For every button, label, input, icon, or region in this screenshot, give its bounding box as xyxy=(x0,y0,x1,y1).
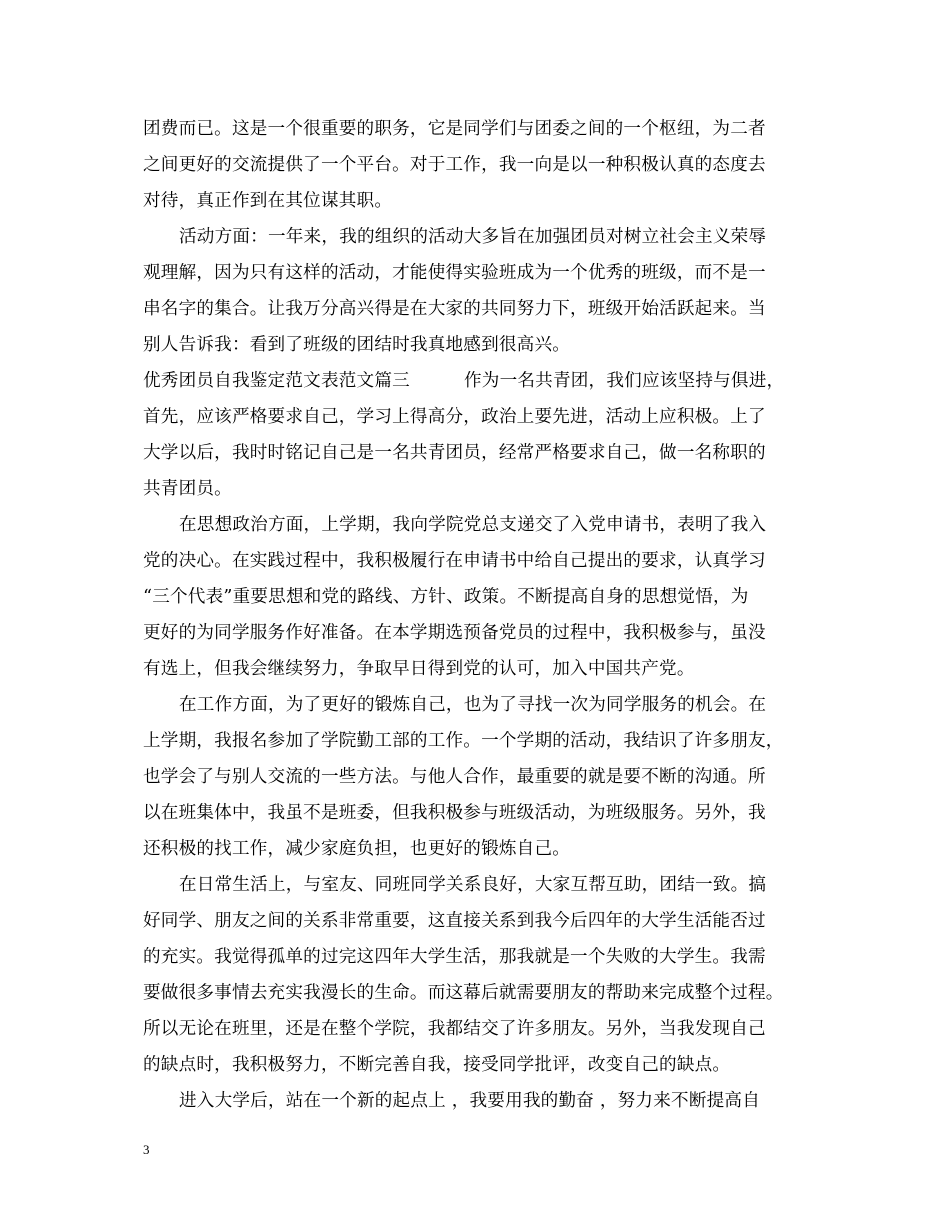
text-line: 也学会了与别人交流的一些方法。与他人合作，最重要的就是要不断的沟通。所 xyxy=(143,767,766,787)
paragraph-start-line: 在思想政治方面，上学期，我向学院党总支递交了入党申请书，表明了我入 xyxy=(179,515,767,535)
text-line: 上学期，我报名参加了学院勤工部的工作。一个学期的活动，我结识了许多朋友， xyxy=(143,731,784,751)
text-line: 别人告诉我：看到了班级的团结时我真地感到很高兴。 xyxy=(143,335,571,355)
section-heading: 优秀团员自我鉴定范文表范文篇三 xyxy=(143,371,410,391)
text-line: 团费而已。这是一个很重要的职务，它是同学们与团委之间的一个枢纽，为二者 xyxy=(143,119,766,139)
text-line: 观理解，因为只有这样的活动，才能使得实验班成为一个优秀的班级，而不是一 xyxy=(143,263,766,283)
paragraph-start-line: 活动方面：一年来，我的组织的活动大多旨在加强团员对树立社会主义荣辱 xyxy=(179,227,767,247)
paragraph-start-line: 进入大学后，站在一个新的起点上 ，我要用我的勤奋 ，努力来不断提高自 xyxy=(179,1091,760,1111)
text-line: 的充实。我觉得孤单的过完这四年大学生活，那我就是一个失败的大学生。我需 xyxy=(143,947,766,967)
text-line: “三个代表”重要思想和党的路线、方针、政策。不断提高自身的思想觉悟，为 xyxy=(143,587,749,607)
text-line: 大学以后，我时时铭记自己是一名共青团员，经常严格要求自己，做一名称职的 xyxy=(143,443,766,463)
section-heading-continuation: 作为一名共青团，我们应该坚持与俱进， xyxy=(464,371,785,391)
text-line: 首先，应该严格要求自己，学习上得高分，政治上要先进，活动上应积极。上了 xyxy=(143,407,766,427)
text-line: 有选上，但我会继续努力，争取早日得到党的认可，加入中国共产党。 xyxy=(143,659,695,679)
paragraph-start-line: 在工作方面，为了更好的锻炼自己，也为了寻找一次为同学服务的机会。在 xyxy=(179,695,767,715)
text-line: 之间更好的交流提供了一个平台。对于工作，我一向是以一种积极认真的态度去 xyxy=(143,155,766,175)
text-line: 要做很多事情去充实我漫长的生命。而这幕后就需要朋友的帮助来完成整个过程。 xyxy=(143,983,784,1003)
text-line: 党的决心。在实践过程中，我积极履行在申请书中给自己提出的要求，认真学习 xyxy=(143,551,766,571)
page-number: 3 xyxy=(143,1142,150,1157)
text-line: 还积极的找工作，减少家庭负担，也更好的锻炼自己。 xyxy=(143,839,571,859)
text-line: 所以无论在班里，还是在整个学院，我都结交了许多朋友。另外，当我发现自己 xyxy=(143,1019,766,1039)
text-line: 串名字的集合。让我万分高兴得是在大家的共同努力下，班级开始活跃起来。当 xyxy=(143,299,766,319)
text-line: 好同学、朋友之间的关系非常重要，这直接关系到我今后四年的大学生活能否过 xyxy=(143,911,766,931)
text-line: 更好的为同学服务作好准备。在本学期选预备党员的过程中，我积极参与，虽没 xyxy=(143,623,766,643)
text-line: 以在班集体中，我虽不是班委，但我积极参与班级活动，为班级服务。另外，我 xyxy=(143,803,766,823)
text-line: 的缺点时，我积极努力，不断完善自我，接受同学批评，改变自己的缺点。 xyxy=(143,1055,731,1075)
paragraph-start-line: 在日常生活上，与室友、同班同学关系良好，大家互帮互助，团结一致。搞 xyxy=(179,875,767,895)
text-line: 共青团员。 xyxy=(143,479,232,499)
text-line: 对待，真正作到在其位谋其职。 xyxy=(143,191,393,211)
